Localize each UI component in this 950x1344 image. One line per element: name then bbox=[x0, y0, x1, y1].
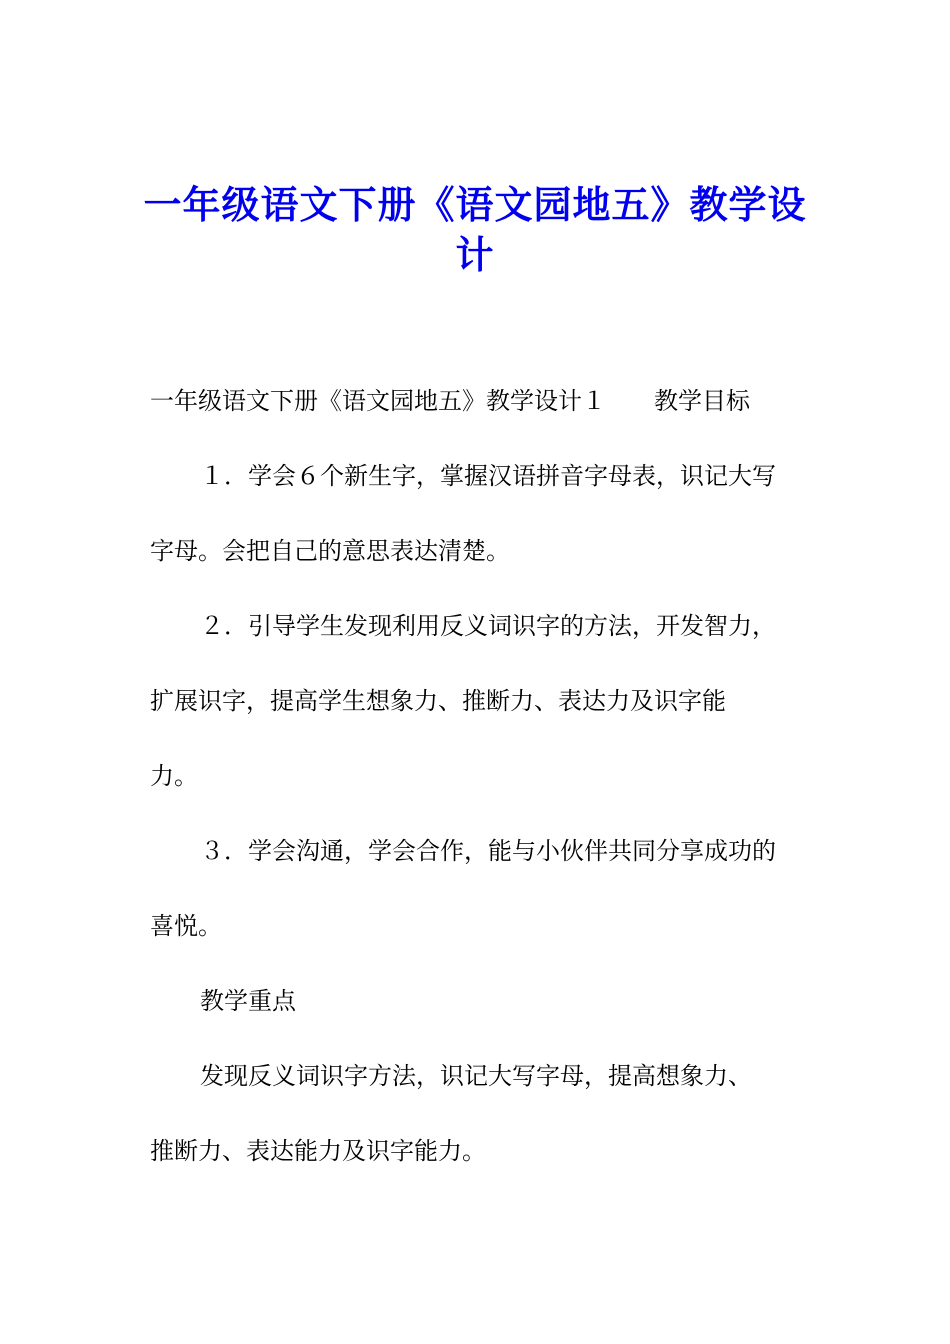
title-line-1: 一年级语文下册《语文园地五》教学设 bbox=[143, 183, 807, 227]
goal-1-line-1: １．学会６个新生字，掌握汉语拼音字母表，识记大写 bbox=[200, 462, 776, 490]
section-heading-key-points: 教学重点 bbox=[200, 987, 296, 1015]
title-line-2: 计 bbox=[455, 233, 495, 277]
goal-2-line-2: 扩展识字，提高学生想象力、推断力、表达力及识字能 bbox=[150, 687, 726, 715]
goal-3-line-1: ３．学会沟通，学会合作，能与小伙伴共同分享成功的 bbox=[200, 837, 776, 865]
key-points-line-2: 推断力、表达能力及识字能力。 bbox=[150, 1137, 486, 1165]
goal-2-line-3: 力。 bbox=[150, 762, 198, 790]
intro-line: 一年级语文下册《语文园地五》教学设计１ 教学目标 bbox=[150, 387, 750, 415]
goal-3-line-2: 喜悦。 bbox=[150, 912, 222, 940]
document-title bbox=[130, 180, 820, 280]
goal-2-line-1: ２．引导学生发现利用反义词识字的方法，开发智力， bbox=[200, 612, 776, 640]
key-points-line-1: 发现反义词识字方法，识记大写字母，提高想象力、 bbox=[200, 1062, 752, 1090]
goal-1-line-2: 字母。会把自己的意思表达清楚。 bbox=[150, 537, 510, 565]
